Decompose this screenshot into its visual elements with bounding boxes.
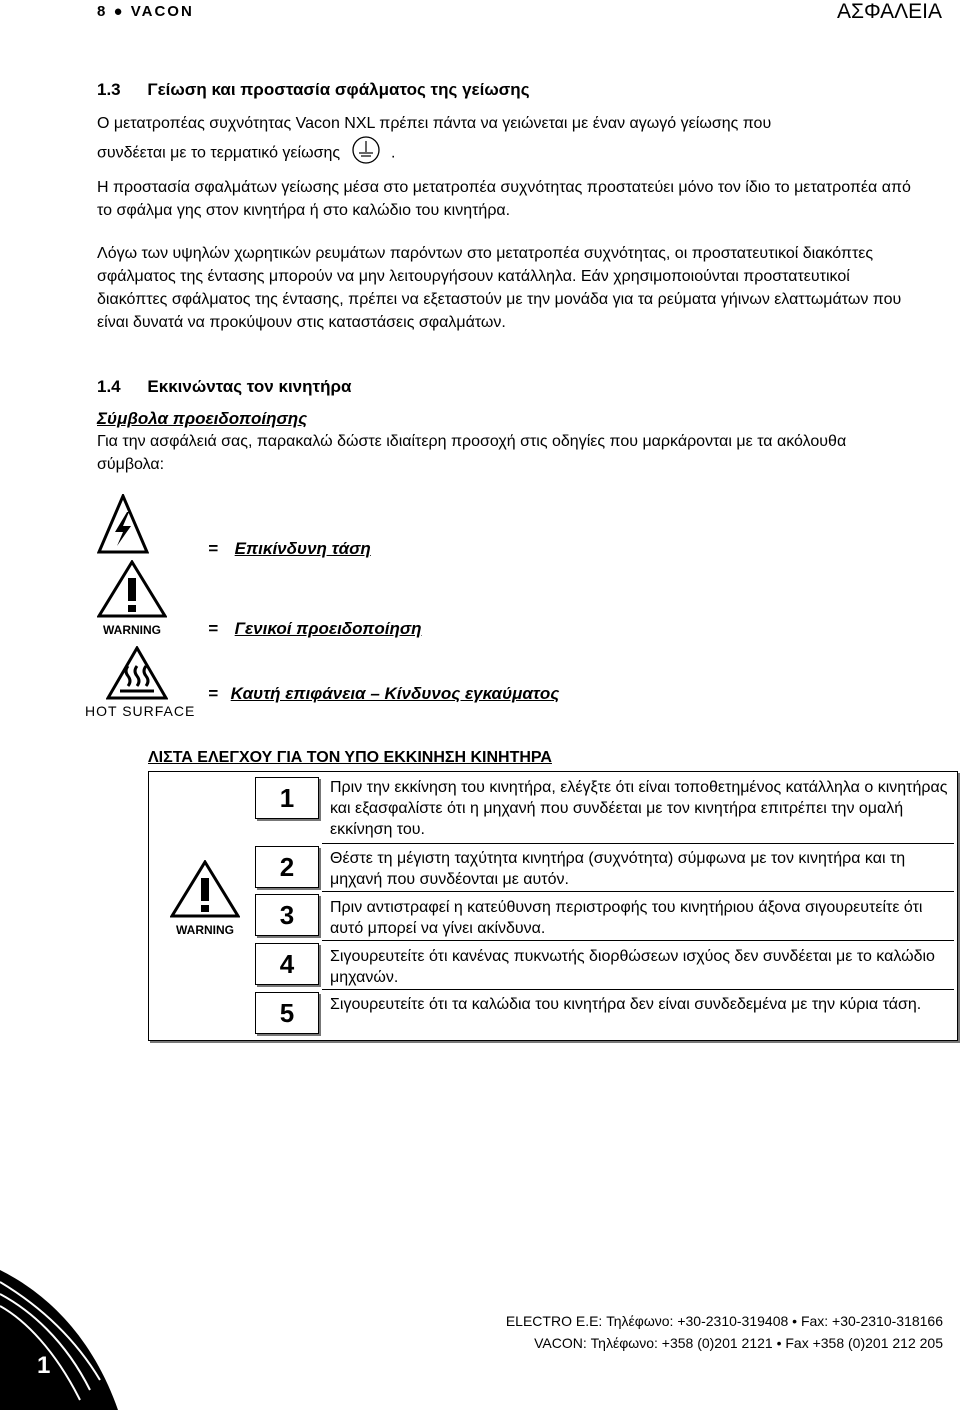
- header-brand: [97, 3, 194, 20]
- symbol-label: Γενικοί προειδοποίηση: [234, 619, 422, 638]
- bullet-icon: ●: [113, 3, 125, 20]
- paragraph-rcd: Λόγω των υψηλών χωρητικών ρευμάτων παρόντων στο μετατροπέα συχνότητας, οι προστατευτικοί διακόπτες σφάλματος της έντασης μπορούν να μην λειτουργήσουν κατάλληλα. Εάν χρησιμοποιούνται προστατευτικοί διακόπτες σφάλματος της έντασης, πρέπει να εξεταστούν με την μονάδα για τα ρεύματα γήινων ελαττωμάτων που είναι δυνατά να προκύψουν στις καταστάσεις σφαλμάτων.: [97, 245, 902, 331]
- equals-sign: =: [208, 684, 218, 703]
- section-title: Γείωση και προστασία σφάλματος της γείωσης: [147, 80, 530, 99]
- row-divider: [322, 843, 954, 844]
- header-section-title: ΑΣΦΑΛΕΙΑ: [836, 0, 942, 23]
- paragraph-intro: Για την ασφάλειά σας, παρακαλώ δώστε ιδιαίτερη προσοχή στις οδηγίες που μαρκάρονται με τα ακόλουθα σύμβολα:: [97, 433, 847, 473]
- paragraph-fault-protection: Η προστασία σφαλμάτων γείωσης μέσα στο μετατροπέα συχνότητας προστατεύει μόνο τον ίδιο το μετατροπέα από το σφάλμα γης στον κινητήρα ή στο καλώδιο του κινητήρα.: [97, 179, 911, 219]
- paragraph-line: [97, 135, 917, 172]
- checklist-item-text: Σιγουρευτείτε ότι κανένας πυκνωτής διορθώσεων ισχύος δεν συνδέεται με το καλώδιο μηχανών.: [330, 948, 935, 986]
- symbol-label: Καυτή επιφάνεια – Κίνδυνος εγκαύματος: [230, 684, 560, 703]
- header-page-number: 8: [97, 3, 108, 20]
- checklist-title: ΛΙΣΤΑ ΕΛΕΓΧΟΥ ΓΙΑ ΤΟΝ ΥΠΟ ΕΚΚΙΝΗΣΗ ΚΙΝΗΤΗΡΑ: [148, 749, 552, 766]
- equals-sign: =: [208, 619, 218, 638]
- equals-sign: =: [208, 539, 218, 558]
- checklist-number: 5: [255, 992, 319, 1034]
- checklist-warning-icon: [165, 860, 245, 937]
- paragraph-line: Ο μετατροπέας συχνότητας Vacon NXL πρέπει πάντα να γειώνεται με έναν αγωγό γείωσης που: [97, 115, 772, 132]
- warning-icon: [97, 560, 167, 637]
- row-divider: [322, 891, 954, 892]
- warning-caption: WARNING: [176, 923, 234, 937]
- checklist-number: 1: [255, 777, 319, 819]
- footer-contact-vacon: VACON: Τηλέφωνο: +358 (0)201 2121 • Fax +358 (0)201 212 205: [534, 1335, 943, 1351]
- symbol-label: Επικίνδυνη τάση: [234, 539, 371, 558]
- section-1-3-heading: [97, 80, 530, 100]
- section-number: 1.3: [97, 80, 121, 99]
- section-title: Εκκινώντας τον κινητήρα: [147, 377, 352, 396]
- ground-terminal-icon: [351, 135, 381, 172]
- warning-icon: [170, 860, 240, 918]
- row-divider: [322, 989, 954, 990]
- brand-name: VACON: [130, 3, 194, 20]
- symbol-row-warning: [208, 619, 422, 639]
- high-voltage-icon: [97, 494, 149, 561]
- paragraph-text: συνδέεται με το τερματικό γείωσης: [97, 144, 341, 162]
- checklist-number: 3: [255, 894, 319, 936]
- hot-surface-caption: HOT SURFACE: [85, 703, 196, 719]
- checklist-item-text: Πριν την εκκίνηση του κινητήρα, ελέγξτε ότι είναι τοποθετημένος κατάλληλα ο κινητήρας και εξασφαλίστε ότι η μηχανή που συνδέεται με τον κινητήρα επιτρέπει την ομαλή εκκίνηση του.: [330, 779, 948, 838]
- row-divider: [322, 940, 954, 941]
- footer-contact-electro: ELECTRO E.E: Τηλέφωνο: +30-2310-319408 • Fax: +30-2310-318166: [505, 1313, 943, 1329]
- warning-caption: WARNING: [103, 623, 161, 637]
- warning-symbols-subtitle: Σύμβολα προειδοποίησης: [97, 409, 308, 428]
- hot-surface-icon: [85, 646, 196, 719]
- section-number: 1.4: [97, 377, 121, 396]
- checklist-item-text: Θέστε τη μέγιστη ταχύτητα κινητήρα (συχνότητα) σύμφωνα με τον κινητήρα και τη μηχανή που συνδέονται με αυτόν.: [330, 850, 906, 888]
- checklist-number: 4: [255, 943, 319, 985]
- checklist-item-text: Σιγουρευτείτε ότι τα καλώδια του κινητήρα δεν είναι συνδεδεμένα με την κύρια τάση.: [330, 996, 922, 1013]
- symbol-row-voltage: [208, 539, 371, 559]
- checklist-item-text: Πριν αντιστραφεί η κατεύθυνση περιστροφής του κινητήριου άξονα σιγουρευτείτε ότι αυτό μπορεί να γίνει ακίνδυνα.: [330, 899, 923, 937]
- checklist-number: 2: [255, 846, 319, 888]
- paragraph-text: .: [391, 144, 396, 162]
- page-tab-number: 1: [37, 1352, 51, 1379]
- paragraph-grounding: [97, 112, 917, 172]
- section-1-4-heading: [97, 377, 351, 397]
- symbol-row-hot-surface: [208, 684, 559, 704]
- page-tab-decoration: [0, 1270, 130, 1415]
